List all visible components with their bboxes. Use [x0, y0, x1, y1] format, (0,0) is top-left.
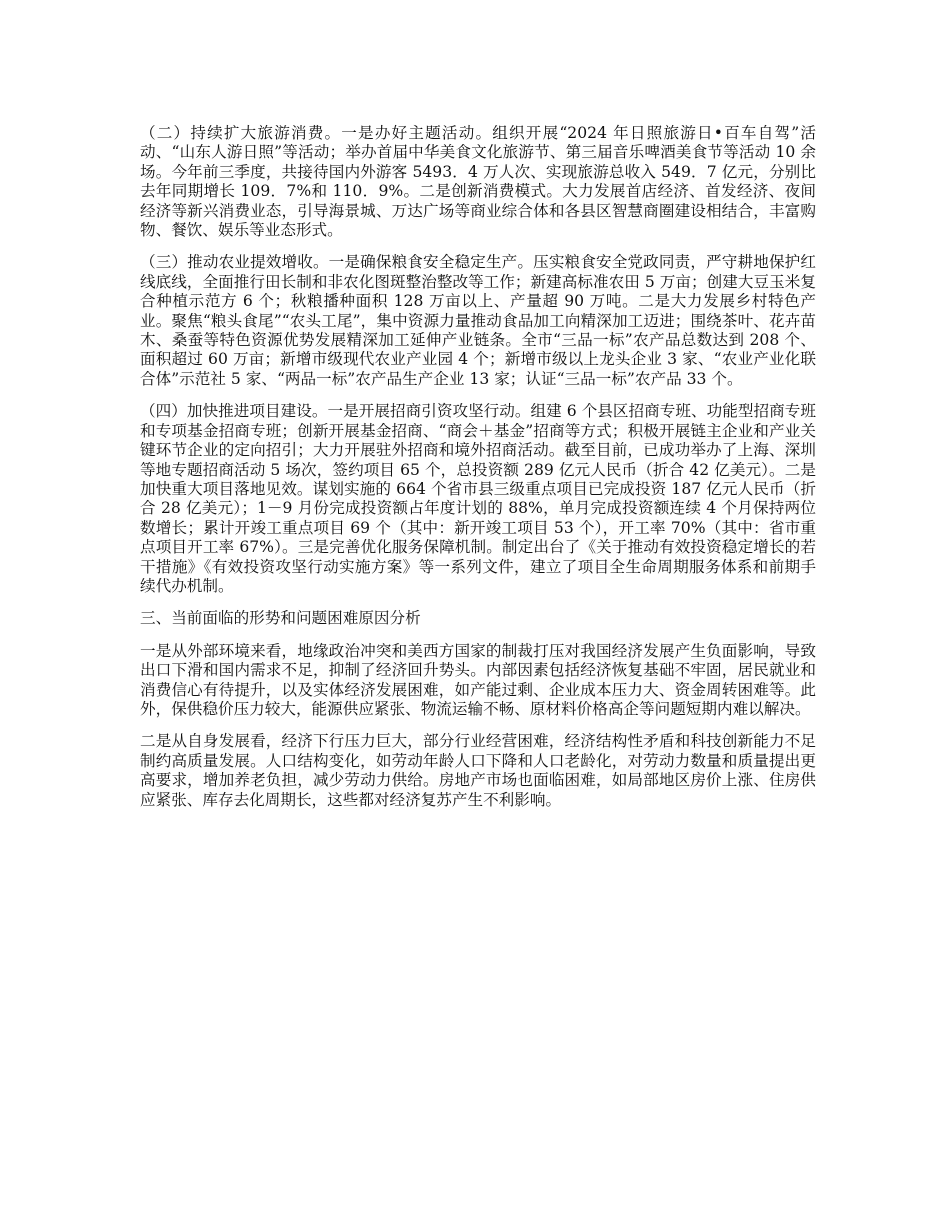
section-heading: 三、当前面临的形势和问题困难原因分析 [140, 609, 421, 628]
paragraph-internal-analysis: 二是从自身发展看，经济下行压力巨大，部分行业经营困难，经济结构性矛盾和科技创新能力不足制约高质量发展。人口结构变化，如劳动年龄人口下降和人口老龄化，对劳动力数量和质量提出更高要求，增加养老负担，减少劳动力供给。房地产市场也面临困难，如局部地区房价上涨、住房供应紧张、库存去化周期长，这些都对经济复苏产生不利影响。 [140, 732, 816, 809]
paragraph-projects: （四）加快推进项目建设。一是开展招商引资攻坚行动。组建 6 个县区招商专班、功能型招商专班和专项基金招商专班；创新开展基金招商、“商会＋基金”招商等方式；积极开展链主企业和产业关键环节企业的定向招引；大力开展驻外招商和境外招商活动。截至目前，已成功举办了上海、深圳等地专题招商活动 5 场次，签约项目 65 个，总投资额 289 亿元人民币（折合 42 亿美元）。二是加快重大项目落地见效。谋划实施的 664 个省市县三级重点项目已完成投资 187 亿元人民币（折合 28 亿美元）；1－9 月份完成投资额占年度计划的 88%，单月完成投资额连续 4 个月保持两位数增长；累计开竣工重点项目 69 个（其中：新开竣工项目 53 个），开工率 70%（其中：省市重点项目开工率 67%）。三是完善优化服务保障机制。制定出台了《关于推动有效投资稳定增长的若干措施》《有效投资攻坚行动实施方案》等一系列文件，建立了项目全生命周期服务体系和前期手续代办机制。 [140, 402, 816, 595]
document-body [140, 124, 816, 823]
paragraph-external-analysis: 一是从外部环境来看，地缘政治冲突和美西方国家的制裁打压对我国经济发展产生负面影响，导致出口下滑和国内需求不足，抑制了经济回升势头。内部因素包括经济恢复基础不牢固，居民就业和消费信心有待提升，以及实体经济发展困难，如产能过剩、企业成本压力大、资金周转困难等。此外，保供稳价压力较大，能源供应紧张、物流运输不畅、原材料价格高企等问题短期内难以解决。 [140, 641, 816, 718]
paragraph-tourism: （二）持续扩大旅游消费。一是办好主题活动。组织开展“2024 年日照旅游日•百车自驾”活动、“山东人游日照”等活动；举办首届中华美食文化旅游节、第三届音乐啤酒美食节等活动 10 余场。今年前三季度，共接待国内外游客 5493．4 万人次、实现旅游总收入 549．7 亿元，分别比去年同期增长 109．7%和 110．9%。二是创新消费模式。大力发展首店经济、首发经济、夜间经济等新兴消费业态，引导海景城、万达广场等商业综合体和各县区智慧商圈建设相结合，丰富购物、餐饮、娱乐等业态形式。 [140, 124, 816, 240]
paragraph-agriculture: （三）推动农业提效增收。一是确保粮食安全稳定生产。压实粮食安全党政同责，严守耕地保护红线底线，全面推行田长制和非农化图斑整治整改等工作；新建高标准农田 5 万亩；创建大豆玉米复合种植示范方 6 个；秋粮播种面积 128 万亩以上、产量超 90 万吨。二是大力发展乡村特色产业。聚焦“粮头食尾”“农头工尾”，集中资源力量推动食品加工向精深加工迈进；围绕茶叶、花卉苗木、桑蚕等特色资源优势发展精深加工延伸产业链条。全市“三品一标”农产品总数达到 208 个、面积超过 60 万亩；新增市级现代农业产业园 4 个；新增市级以上龙头企业 3 家、“农业产业化联合体”示范社 5 家、“两品一标”农产品生产企业 13 家；认证“三品一标”农产品 33 个。 [140, 253, 816, 388]
